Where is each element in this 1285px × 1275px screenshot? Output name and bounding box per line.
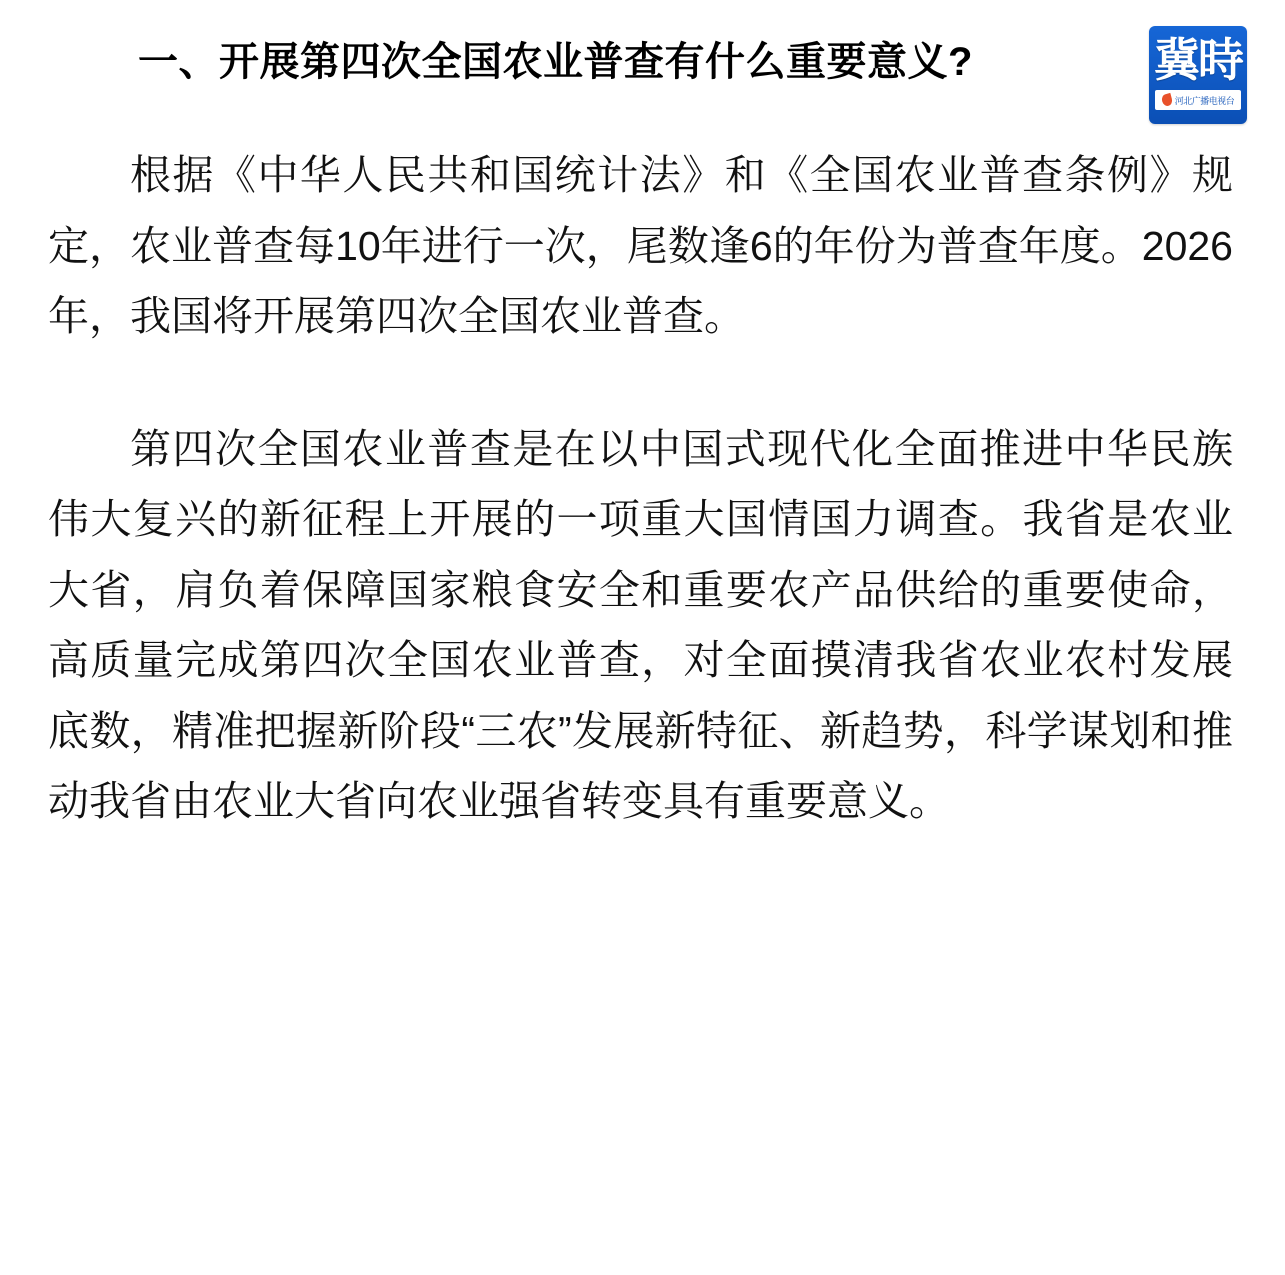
flame-icon: [1160, 93, 1173, 107]
body-paragraph-2: 第四次全国农业普查是在以中国式现代化全面推进中华民族伟大复兴的新征程上开展的一项重大国情国力调查。我省是农业大省，肩负着保障国家粮食安全和重要农产品供给的重要使命，高质量完成第四次全国农业普查，对全面摸清我省农业农村发展底数，精准把握新阶段“三农”发展新特征、新趋势，科学谋划和推动我省由农业大省向农业强省转变具有重要意义。: [48, 425, 1233, 825]
broadcaster-logo: [1149, 26, 1247, 124]
body-paragraph-1: 根据《中华人民共和国统计法》和《全国农业普查条例》规定，农业普查每10年进行一次，尾数逢6的年份为普查年度。2026年，我国将开展第四次全国农业普查。: [48, 152, 1233, 340]
logo-caption-strip: [1155, 90, 1241, 110]
logo-mark-text: 冀時: [1154, 35, 1242, 86]
logo-caption-text: 河北广播电视台: [1174, 95, 1235, 106]
page-title: 一、开展第四次全国农业普查有什么重要意义?: [138, 40, 973, 84]
